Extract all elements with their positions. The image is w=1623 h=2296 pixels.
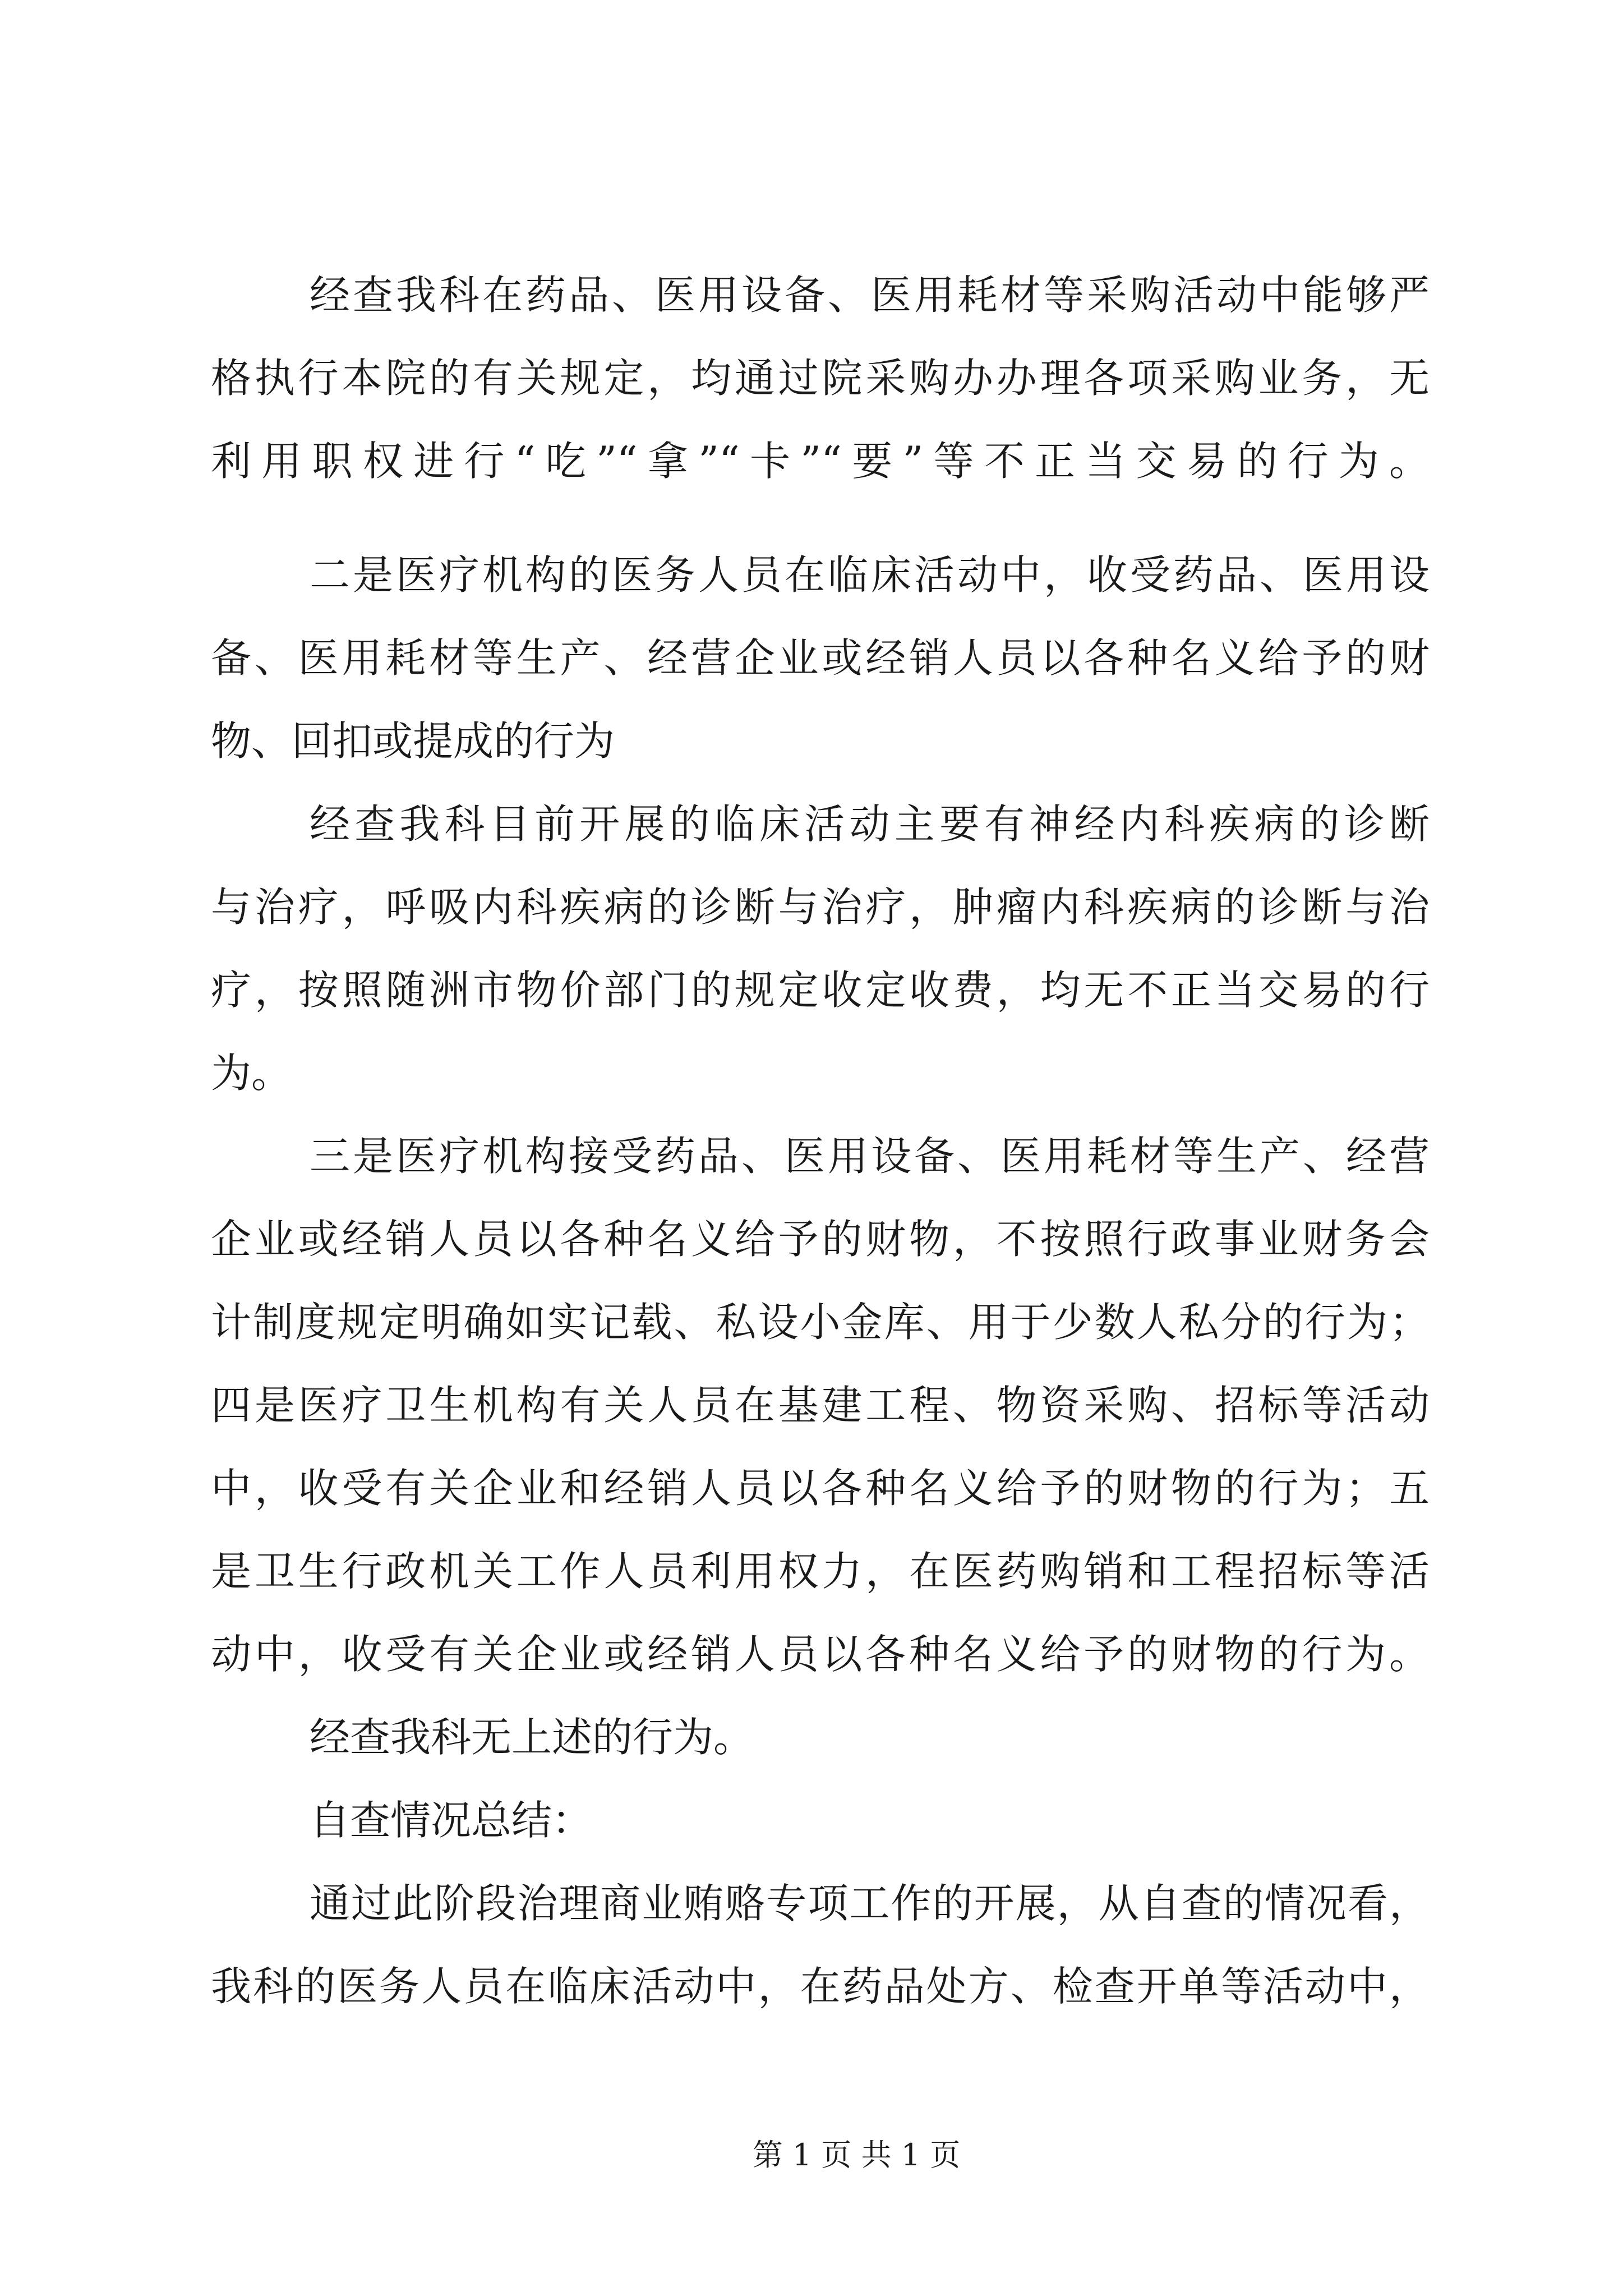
paragraph-line: 备、医用耗材等生产、经营企业或经销人员以各种名义给予的财 [211, 634, 1430, 682]
paragraph-line: 利用职权进行“吃”“拿”“卡”“要”等不正当交易的行为。 [211, 438, 1430, 485]
page-footer: 第 1 页 共 1 页 [752, 2137, 961, 2173]
paragraph-line: 我科的医务人员在临床活动中，在药品处方、检查开单等活动中， [211, 1963, 1430, 2010]
paragraph-line: 计制度规定明确如实记载、私设小金库、用于少数人私分的行为； [211, 1299, 1430, 1346]
paragraph [211, 1696, 1430, 1779]
paragraph [211, 783, 1430, 1115]
paragraph-line: 格执行本院的有关规定，均通过院采购办办理各项采购业务，无 [211, 355, 1430, 402]
paragraph-line: 通过此阶段治理商业贿赂专项工作的开展，从自查的情况看， [310, 1880, 1430, 1927]
section-heading [211, 1779, 1430, 1862]
paragraph-line: 物、回扣或提成的行为 [211, 717, 615, 765]
document-body [211, 254, 1430, 2028]
paragraph-line: 是卫生行政机关工作人员利用权力，在医药购销和工程招标等活 [211, 1548, 1430, 1595]
paragraph-line: 经查我科目前开展的临床活动主要有神经内科疾病的诊断 [310, 800, 1430, 848]
paragraph-line: 经查我科无上述的行为。 [310, 1714, 754, 1761]
paragraph [211, 254, 1430, 503]
paragraph-line: 疗，按照随洲市物价部门的规定收定收费，均无不正当交易的行 [211, 967, 1430, 1014]
paragraph-line: 与治疗，呼吸内科疾病的诊断与治疗，肿瘤内科疾病的诊断与治 [211, 884, 1430, 931]
paragraph [211, 1115, 1430, 1696]
paragraph-line: 自查情况总结： [310, 1797, 593, 1844]
paragraph-line: 经查我科在药品、医用设备、医用耗材等采购活动中能够严 [310, 272, 1430, 319]
paragraph [211, 533, 1430, 783]
paragraph-line: 中，收受有关企业和经销人员以各种名义给予的财物的行为；五 [211, 1465, 1430, 1512]
paragraph-line: 四是医疗卫生机构有关人员在基建工程、物资采购、招标等活动 [211, 1382, 1430, 1429]
paragraph-line: 动中，收受有关企业或经销人员以各种名义给予的财物的行为。 [211, 1631, 1430, 1678]
paragraph [211, 1862, 1430, 2028]
paragraph-line: 三是医疗机构接受药品、医用设备、医用耗材等生产、经营 [310, 1133, 1430, 1180]
paragraph-line: 二是医疗机构的医务人员在临床活动中，收受药品、医用设 [310, 551, 1430, 599]
paragraph-line: 为。 [211, 1050, 292, 1097]
paragraph-line: 企业或经销人员以各种名义给予的财物，不按照行政事业财务会 [211, 1216, 1430, 1263]
